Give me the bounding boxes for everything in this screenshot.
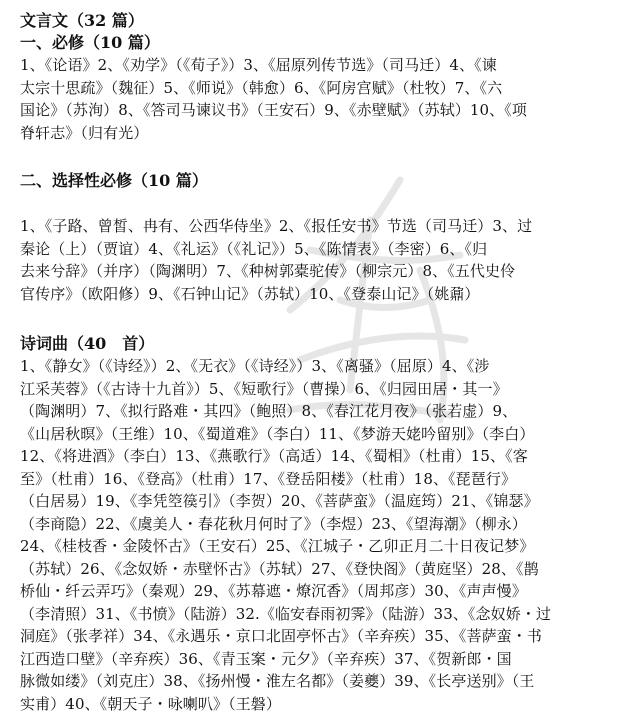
poetry-line: （白居易）19、《李凭箜篌引》（李贺）20、《菩萨蛮》（温庭筠）21、《锦瑟》 (20, 490, 624, 513)
poetry-line: （李商隐）22、《虞美人・春花秋月何时了》（李煜）23、《望海潮》（柳永） (20, 513, 624, 536)
spacer (20, 305, 624, 333)
elective-line: 秦论（上）（贾谊）4、《礼运》（《礼记》）5、《陈情表》（李密）6、《归 (20, 238, 624, 261)
poetry-line: （陶渊明）7、《拟行路难・其四》（鲍照）8、《春江花月夜》（张若虚）9、 (20, 400, 624, 423)
document-page (20, 10, 624, 715)
poetry-line: （李清照）31、《书愤》（陆游）32.《临安春雨初霁》（陆游）33、《念奴娇・过 (20, 603, 624, 626)
poetry-line: 脉微如缕》（刘克庄）38、《扬州慢・淮左名都》（姜夔）39、《长亭送别》（王 (20, 670, 624, 693)
spacer (20, 192, 624, 215)
poetry-line: 《山居秋暝》（王维）10、《蜀道难》（李白）11、《梦游天姥吟留别》（李白） (20, 423, 624, 446)
poetry-line: （苏轼）26、《念奴娇・赤壁怀古》（苏轼）27、《登快阁》（黄庭坚）28、《鹊 (20, 558, 624, 581)
poetry-line: 江采芙蓉》（《古诗十九首》）5、《短歌行》（曹操）6、《归园田居・其一》 (20, 378, 624, 401)
elective-line: 去来兮辞》（并序）（陶渊明）7、《种树郭橐驼传》（柳宗元）8、《五代史伶 (20, 260, 624, 283)
poetry-heading: 诗词曲（40 首） (20, 333, 624, 355)
poetry-line: 12、《将进酒》（李白）13、《燕歌行》（高适）14、《蜀相》（杜甫）15、《客 (20, 445, 624, 468)
spacer (20, 144, 624, 170)
required-line: 脊轩志》（归有光） (20, 122, 624, 145)
required-line: 1、《论语》2、《劝学》（《荀子》）3、《屈原列传节选》（司马迁）4、《谏 (20, 54, 624, 77)
required-line: 太宗十思疏》（魏征）5、《师说》（韩愈）6、《阿房宫赋》（杜牧）7、《六 (20, 77, 624, 100)
poetry-line: 桥仙・纤云弄巧》（秦观）29、《苏幕遮・燎沉香》（周邦彦）30、《声声慢》 (20, 580, 624, 603)
poetry-line: 1、《静女》（《诗经》）2、《无衣》（《诗经》）3、《离骚》（屈原）4、《涉 (20, 355, 624, 378)
elective-line: 官传序》（欧阳修）9、《石钟山记》（苏轼）10、《登泰山记》（姚鼐） (20, 283, 624, 306)
elective-line: 1、《子路、曾皙、冉有、公西华侍坐》2、《报任安书》节选（司马迁）3、过 (20, 215, 624, 238)
required-line: 国论》（苏洵）8、《答司马谏议书》（王安石）9、《赤壁赋》（苏轼）10、《项 (20, 99, 624, 122)
poetry-line: 24、《桂枝香・金陵怀古》（王安石）25、《江城子・乙卯正月二十日夜记梦》 (20, 535, 624, 558)
poetry-line: 江西造口壁》（辛弃疾）36、《青玉案・元夕》（辛弃疾）37、《贺新郎・国 (20, 648, 624, 671)
required-heading: 一、必修（10 篇） (20, 32, 624, 54)
poetry-line: 至》（杜甫）16、《登高》（杜甫）17、《登岳阳楼》（杜甫）18、《琵琶行》 (20, 468, 624, 491)
section-title: 文言文（32 篇） (20, 10, 624, 32)
poetry-line: 洞庭》（张孝祥）34、《永遇乐・京口北固亭怀古》（辛弃疾）35、《菩萨蛮・书 (20, 625, 624, 648)
poetry-line: 实甫）40、《朝天子・咏喇叭》（王磐） (20, 693, 624, 715)
elective-heading: 二、选择性必修（10 篇） (20, 170, 624, 192)
